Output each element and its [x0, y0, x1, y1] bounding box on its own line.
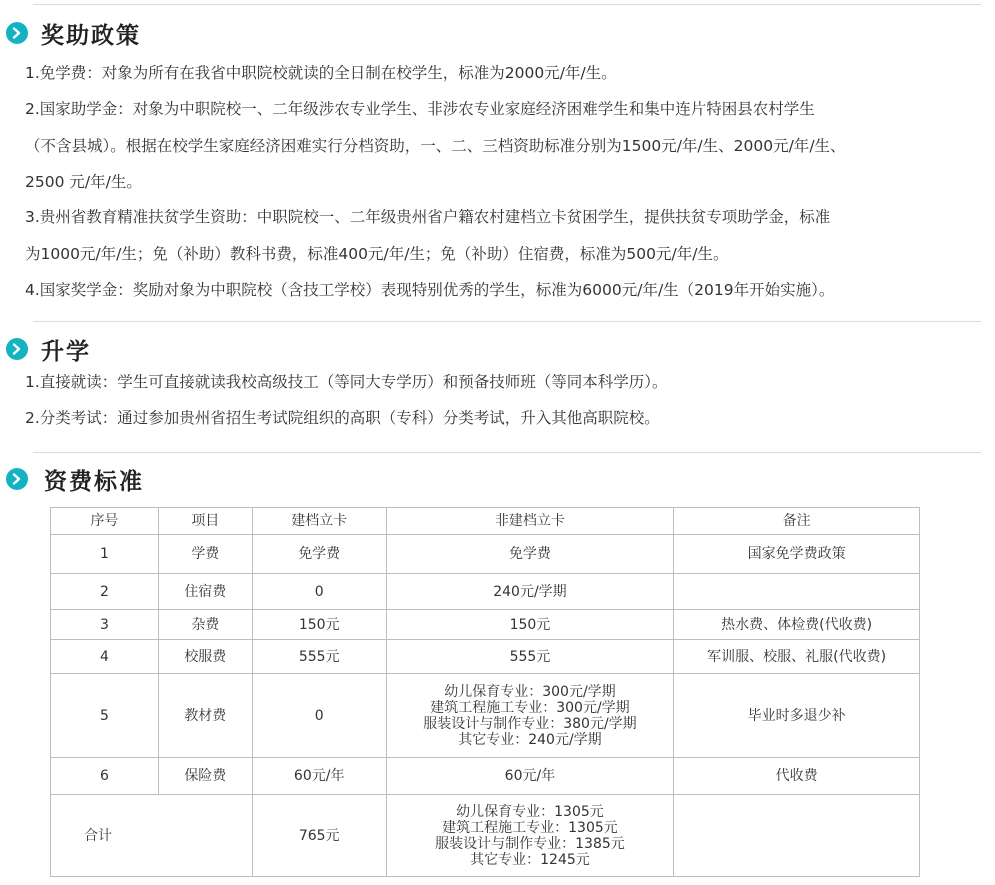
award-item-3: 3.贵州省教育精准扶贫学生资助：中职院校一、二年级贵州省户籍农村建档立卡贫困学生，提供扶贫专项助学金，标准 — [25, 208, 831, 226]
cell-item: 保险费 — [158, 758, 252, 795]
table-row — [51, 535, 920, 574]
cell-unregistered: 60元/年 — [386, 758, 674, 795]
award-item-4: 4.国家奖学金：奖励对象为中职院校（含技工学校）表现特别优秀的学生，标准为6000元/年/生（2019年开始实施）。 — [25, 281, 835, 299]
total-registered: 765元 — [252, 795, 386, 877]
table-row — [51, 610, 920, 640]
cell-line: 服装设计与制作专业：1385元 — [435, 835, 625, 852]
fees-table — [50, 507, 920, 877]
total-label-cell — [51, 795, 253, 877]
chevron-right-circle-icon — [6, 22, 28, 44]
table-row — [51, 640, 920, 674]
section-divider-1 — [33, 321, 981, 322]
total-unregistered — [386, 795, 674, 877]
section-fees-header — [6, 464, 144, 494]
top-divider — [33, 4, 981, 5]
cell-registered: 150元 — [252, 610, 386, 640]
cell-no: 5 — [51, 674, 159, 758]
award-item-1: 1.免学费：对象为所有在我省中职院校就读的全日制在校学生，标准为2000元/年/生。 — [25, 64, 617, 82]
header-cell-no: 序号 — [51, 508, 159, 535]
cell-line: 其它专业：240元/学期 — [458, 731, 602, 748]
cell-line: 幼儿保育专业：1305元 — [456, 803, 604, 820]
cell-registered: 0 — [252, 674, 386, 758]
section-awards-header — [6, 18, 141, 48]
section-further-header — [6, 334, 91, 364]
cell-no: 1 — [51, 535, 159, 574]
section-further-title: 升学 — [41, 338, 91, 365]
total-label: 合计 — [84, 827, 112, 844]
table-row — [51, 674, 920, 758]
further-item-1: 1.直接就读：学生可直接就读我校高级技工（等同大专学历）和预备技师班（等同本科学历）。 — [25, 373, 668, 391]
table-total-row — [51, 795, 920, 877]
cell-note: 军训服、校服、礼服(代收费) — [674, 640, 920, 674]
cell-line: 幼儿保育专业：300元/学期 — [444, 683, 616, 700]
award-item-2-cont-2: 2500 元/年/生。 — [25, 173, 142, 191]
header-cell-registered: 建档立卡 — [252, 508, 386, 535]
table-row — [51, 758, 920, 795]
cell-unregistered — [386, 674, 674, 758]
cell-registered: 60元/年 — [252, 758, 386, 795]
cell-note: 毕业时多退少补 — [674, 674, 920, 758]
cell-no: 2 — [51, 574, 159, 610]
further-item-2: 2.分类考试：通过参加贵州省招生考试院组织的高职（专科）分类考试，升入其他高职院校。 — [25, 409, 660, 427]
chevron-right-circle-icon — [6, 468, 28, 490]
chevron-right-circle-icon — [6, 338, 28, 360]
cell-unregistered: 150元 — [386, 610, 674, 640]
cell-no: 3 — [51, 610, 159, 640]
cell-line: 建筑工程施工专业：300元/学期 — [430, 699, 630, 716]
cell-no: 6 — [51, 758, 159, 795]
cell-note: 代收费 — [674, 758, 920, 795]
section-awards-title: 奖助政策 — [41, 22, 141, 49]
cell-note: 国家免学费政策 — [674, 535, 920, 574]
cell-registered: 0 — [252, 574, 386, 610]
header-cell-unregistered: 非建档立卡 — [386, 508, 674, 535]
table-header-row — [51, 508, 920, 535]
cell-line: 建筑工程施工专业：1305元 — [442, 819, 618, 836]
award-item-2-cont-1: （不含县城）。根据在校学生家庭经济困难实行分档资助，一、二、三档资助标准分别为1500元/年/生、2000元/年/生、 — [25, 137, 846, 155]
table-row — [51, 574, 920, 610]
cell-line: 服装设计与制作专业：380元/学期 — [423, 715, 637, 732]
cell-unregistered: 免学费 — [386, 535, 674, 574]
section-divider-2 — [33, 452, 981, 453]
cell-unregistered: 555元 — [386, 640, 674, 674]
award-item-3-cont: 为1000元/年/生；免（补助）教科书费，标准400元/年/生；免（补助）住宿费，标准为500元/年/生。 — [25, 245, 729, 263]
cell-item: 教材费 — [158, 674, 252, 758]
section-fees-title: 资费标准 — [44, 468, 144, 495]
cell-no: 4 — [51, 640, 159, 674]
cell-item: 杂费 — [158, 610, 252, 640]
award-item-2: 2.国家助学金：对象为中职院校一、二年级涉农专业学生、非涉农专业家庭经济困难学生和集中连片特困县农村学生 — [25, 100, 815, 118]
cell-item: 校服费 — [158, 640, 252, 674]
cell-item: 住宿费 — [158, 574, 252, 610]
header-cell-note: 备注 — [674, 508, 920, 535]
cell-note: 热水费、体检费(代收费) — [674, 610, 920, 640]
cell-registered: 555元 — [252, 640, 386, 674]
cell-line: 其它专业：1245元 — [470, 851, 590, 868]
cell-item: 学费 — [158, 535, 252, 574]
total-note — [674, 795, 920, 877]
cell-registered: 免学费 — [252, 535, 386, 574]
cell-note — [674, 574, 920, 610]
cell-unregistered: 240元/学期 — [386, 574, 674, 610]
header-cell-item: 项目 — [158, 508, 252, 535]
